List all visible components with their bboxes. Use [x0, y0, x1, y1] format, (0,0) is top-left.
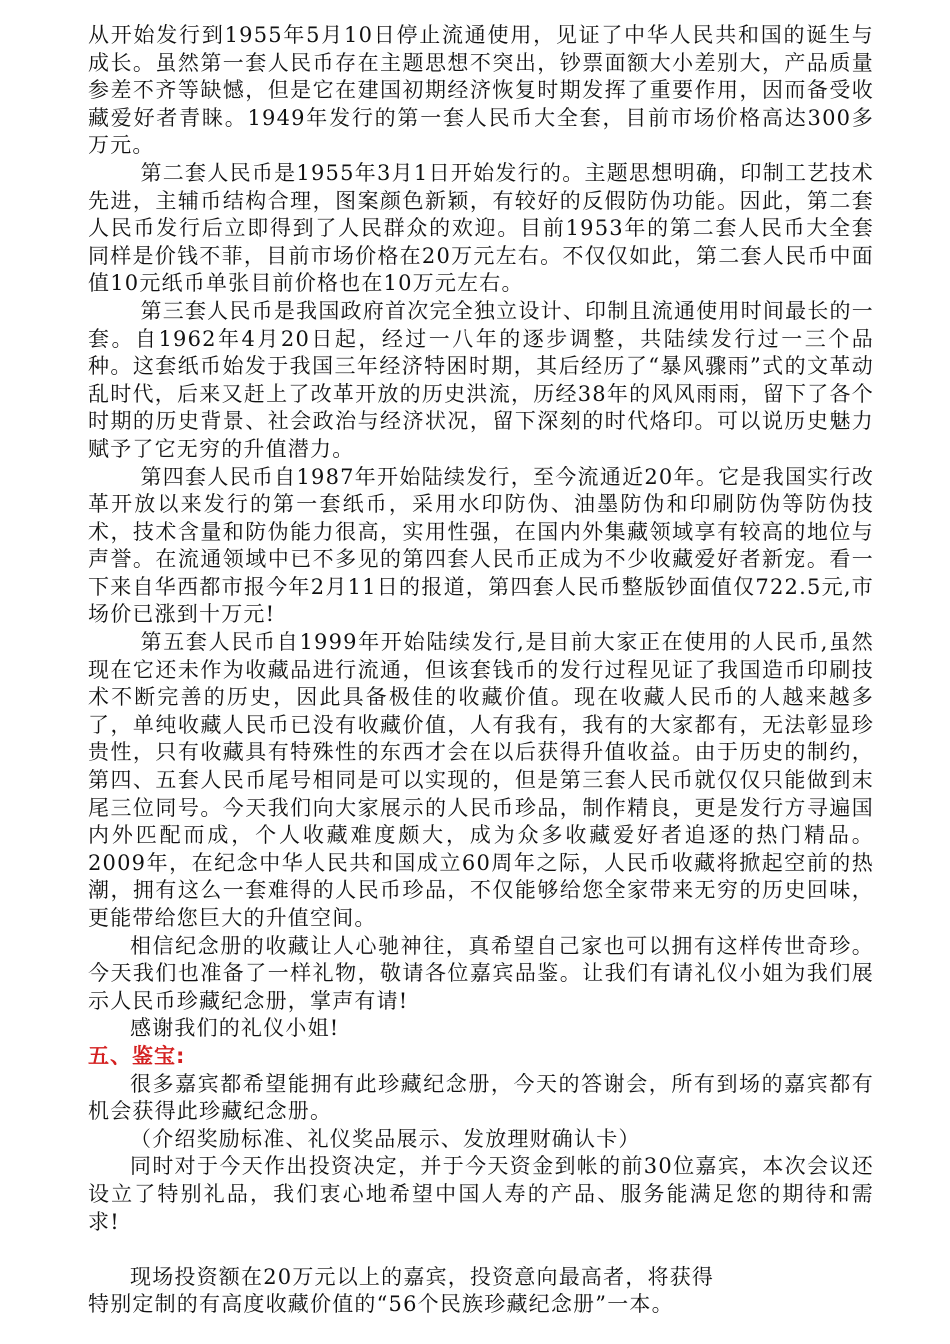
paragraph-third-set-rmb: 第三套人民币是我国政府首次完全独立设计、印制且流通使用时间最长的一套。自1962年4月20日起，经过一八年的逐步调整，共陆续发行过一三个品种。这套纸币始发于我国三年经济特困时期，其后经历了“暴风骤雨”式的文革动乱时代，后来又赶上了改革开放的历史洪流，历经38年的风风雨雨，留下了各个时期的历史背景、社会政治与经济状况，留下深刻的时代烙印。可以说历史魅力赋予了它无穷的升值潜力。	[88, 298, 874, 461]
paragraph-investment-line1: 现场投资额在20万元以上的嘉宾，投资意向最高者，将获得	[130, 1264, 715, 1289]
paragraph-second-set-rmb: 第二套人民币是1955年3月1日开始发行的。主题思想明确，印制工艺技术先进，主辅币结构合理，图案颜色新颖，有较好的反假防伪功能。因此，第二套人民币发行后立即得到了人民群众的欢迎。目前1953年的第二套人民币大全套同样是价钱不菲，目前市场价格在20万元左右。不仅仅如此，第二套人民币中面值10元纸币单张目前价格也在10万元左右。	[88, 160, 874, 296]
paragraph-thanks-etiquette: 感谢我们的礼仪小姐!	[130, 1016, 340, 1041]
paragraph-fifth-set-rmb: 第五套人民币自1999年开始陆续发行,是目前大家正在使用的人民币,虽然现在它还未作为收藏品进行流通，但该套钱币的发行过程见证了我国造币印刷技术不断完善的历史，因此具备极佳的收藏价值。现在收藏人民币的人越来越多了，单纯收藏人民币已没有收藏价值，人有我有，我有的大家都有，无法彰显珍贵性，只有收藏具有特殊性的东西才会在以后获得升值收益。由于历史的制约，第四、五套人民币尾号相同是可以实现的，但是第三套人民币就仅仅只能做到末尾三位同号。今天我们向大家展示的人民币珍品，制作精良，更是发行方寻遍国内外匹配而成，个人收藏难度颇大，成为众多收藏爱好者追逐的热门精品。2009年，在纪念中华人民共和国成立60周年之际，人民币收藏将掀起空前的热潮，拥有这么一套难得的人民币珍品，不仅能够给您全家带来无穷的历史回味，更能带给您巨大的升值空间。	[88, 630, 874, 930]
paragraph-commemorative-album: 相信纪念册的收藏让人心驰神往，真希望自己家也可以拥有这样传世奇珍。今天我们也准备了一样礼物，敬请各位嘉宾品鉴。让我们有请礼仪小姐为我们展示人民币珍藏纪念册，掌声有请!	[88, 933, 874, 1013]
section-heading-appraisal: 五、鉴宝:	[88, 1043, 186, 1068]
blank-line	[88, 1236, 874, 1264]
paragraph-first-set-rmb: 从开始发行到1955年5月10日停止流通使用，见证了中华人民共和国的诞生与成长。虽然第一套人民币存在主题思想不突出，钞票面额大小差别大，产品质量参差不齐等缺憾，但是它在建国初期经济恢复时期发挥了重要作用，因而备受收藏爱好者青睐。1949年发行的第一套人民币大全套，目前市场价格高达300多万元。	[88, 23, 874, 158]
paragraph-guests-album: 很多嘉宾都希望能拥有此珍藏纪念册，今天的答谢会，所有到场的嘉宾都有机会获得此珍藏纪念册。	[88, 1071, 874, 1124]
paragraph-fourth-set-rmb: 第四套人民币自1987年开始陆续发行，至今流通近20年。它是我国实行改革开放以来发行的第一套纸币，采用水印防伪、油墨防伪和印刷防伪等防伪技术，技术含量和防伪能力很高，实用性强，在国内外集藏领域享有较高的地位与声誉。在流通领域中已不多见的第四套人民币正成为不少收藏爱好者新宠。看一下来自华西都市报今年2月11日的报道，第四套人民币整版钞面值仅722.5元,市场价已涨到十万元!	[88, 464, 874, 627]
paragraph-special-gift: 同时对于今天作出投资决定，并于今天资金到帐的前30位嘉宾，本次会议还设立了特别礼品，我们衷心地希望中国人寿的产品、服务能满足您的期待和需求!	[88, 1154, 874, 1234]
paragraph-investment-line2: 特别定制的有高度收藏价值的“56个民族珍藏纪念册”一本。	[88, 1292, 674, 1317]
paragraph-award-intro: （介绍奖励标准、礼仪奖品展示、发放理财确认卡）	[130, 1126, 641, 1151]
document-body	[88, 22, 874, 1319]
